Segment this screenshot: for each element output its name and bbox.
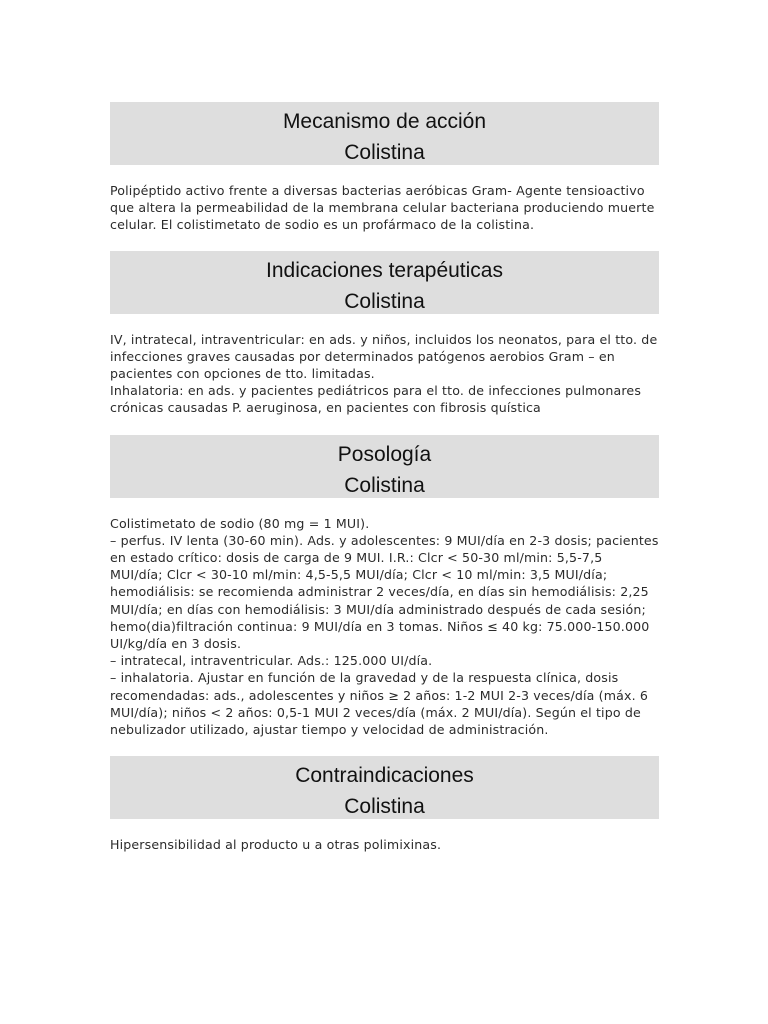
section-title: Mecanismo de acción bbox=[282, 110, 487, 133]
section-title: Indicaciones terapéuticas bbox=[266, 258, 503, 282]
section-title: Posología bbox=[337, 442, 432, 466]
section-header-contraindicaciones bbox=[110, 756, 659, 819]
section-header-mecanismo bbox=[110, 102, 659, 165]
paragraph: – inhalatoria. Ajustar en función de la gravedad y de la respuesta clínica, dosis recomendadas: ads., adolescentes y niños ≥ 2 años: 1-2 MUI 2-3 veces/día (máx. 6 MUI/día); niños < 2 años: 0,5-1 MUI 2 veces/día (máx. 2 MUI/día). Según el tipo de nebulizador utilizado, ajustar tiempo y velocidad de administración. bbox=[110, 670, 649, 738]
section-subtitle: Colistina bbox=[344, 141, 425, 164]
section-subtitle: Colistina bbox=[344, 473, 425, 497]
paragraph: Inhalatoria: en ads. y pacientes pediátricos para el tto. de infecciones pulmonares crónicas causadas P. aeruginosa, en pacientes con fibrosis quística bbox=[110, 383, 642, 416]
section-body-contraindicaciones bbox=[110, 836, 659, 853]
paragraph: – perfus. IV lenta (30-60 min). Ads. y adolescentes: 9 MUI/día en 2-3 dosis; pacientes en estado crítico: dosis de carga de 9 MUI. I.R.: Clcr < 50-30 ml/min: 5,5-7,5 MUI/día; Clcr < 30-10 ml/min: 4,5-5,5 MUI/día; Clcr < 10 ml/min: 3,5 MUI/día; hemodiálisis: se recomienda administrar 2 veces/día, en días sin hemodiálisis: 2,25 MUI/día; en días con hemodiálisis: 3 MUI/día administrado después de cada sesión; hemo(dia)filtración continua: 9 MUI/día en 3 tomas. Niños ≤ 40 kg: 75.000-150.000 UI/kg/día en 3 dosis. bbox=[110, 532, 659, 652]
paragraph: Hipersensibilidad al producto u a otras polimixinas. bbox=[110, 837, 442, 853]
section-title: Contraindicaciones bbox=[295, 764, 474, 788]
section-header-posologia bbox=[110, 435, 659, 498]
document-page bbox=[110, 102, 659, 853]
section-subtitle: Colistina bbox=[344, 795, 425, 819]
section-body-mecanismo bbox=[110, 182, 659, 234]
paragraph: Polipéptido activo frente a diversas bacterias aeróbicas Gram- Agente tensioactivo que altera la permeabilidad de la membrana celular bacteriana produciendo muerte celular. El colistimetato de sodio es un profármaco de la colistina. bbox=[110, 183, 655, 233]
section-body-indicaciones bbox=[110, 331, 659, 417]
paragraph: – intratecal, intraventricular. Ads.: 125.000 UI/día. bbox=[110, 653, 433, 669]
section-body-posologia bbox=[110, 515, 659, 739]
paragraph: Colistimetato de sodio (80 mg = 1 MUI). bbox=[110, 515, 370, 531]
section-header-indicaciones bbox=[110, 251, 659, 314]
section-subtitle: Colistina bbox=[344, 289, 425, 313]
paragraph: IV, intratecal, intraventricular: en ads. y niños, incluidos los neonatos, para el tto. de infecciones graves causadas por determinados patógenos aerobios Gram – en pacientes con opciones de tto. limitadas. bbox=[110, 331, 658, 382]
